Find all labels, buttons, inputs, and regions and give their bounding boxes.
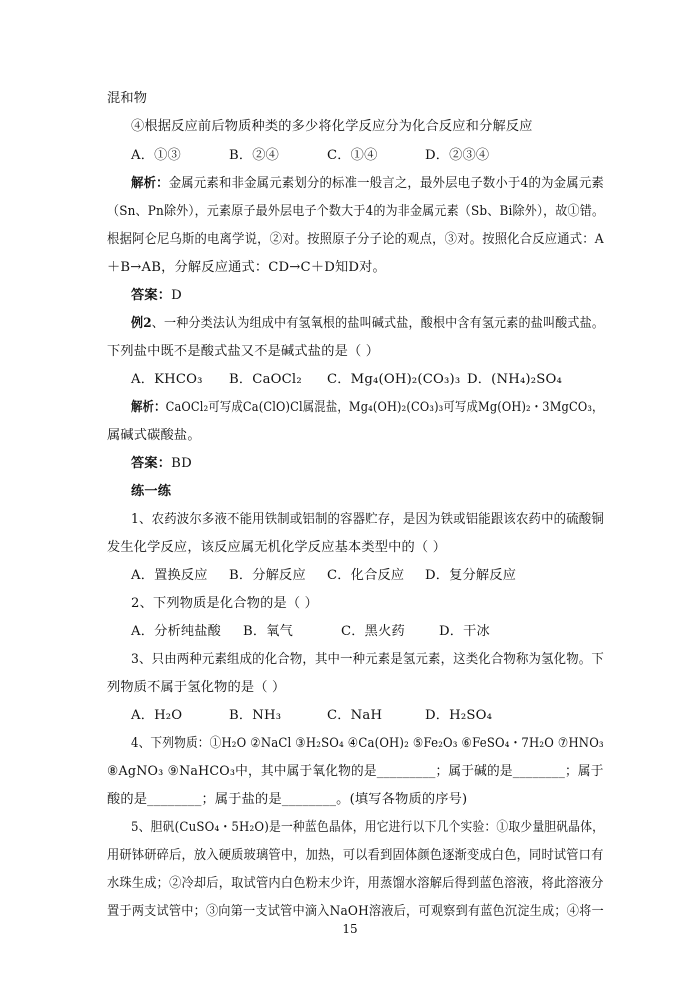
answer-options-1 <box>131 147 489 165</box>
answer-options-q1 <box>131 567 516 585</box>
question-3-line-1: 3、只由两种元素组成的化合物，其中一种元素是氢元素，这类化合物称为氢化物。下 <box>131 652 604 667</box>
text-line-continuation: 混和物 <box>107 91 148 106</box>
answer-label: 答案： <box>131 456 172 471</box>
option-c: C．Mg₄(OH)₂(CO₃)₃ <box>327 372 461 387</box>
example-2-line-1: 例2、一种分类法认为组成中有氢氧根的盐叫碱式盐，酸根中含有氢元素的盐叫酸式盐。 <box>131 316 605 331</box>
practice-heading: 练一练 <box>131 484 172 499</box>
option-a: A．①③ <box>131 148 181 163</box>
question-5-line-2: 用研钵研碎后，放入硬质玻璃管中，加热，可以看到固体颜色逐渐变成白色，同时试管口有 <box>107 848 604 863</box>
option-d: D．干冰 <box>439 624 490 639</box>
option-d: D．②③④ <box>425 148 490 163</box>
question-4-line-1: 4、下列物质：①H₂O ②NaCl ③H₂SO₄ ④Ca(OH)₂ ⑤Fe₂O₃ ⑥FeSO₄・7H₂O ⑦HNO₃ <box>131 736 604 751</box>
option-b: B．NH₃ <box>229 708 282 723</box>
answer-options-q3 <box>131 707 492 725</box>
analysis-2-line-2: 属碱式碳酸盐。 <box>107 428 201 443</box>
option-a: A．KHCO₃ <box>131 372 203 387</box>
example-label: 例2 <box>131 316 152 331</box>
option-b: B．②④ <box>229 148 280 163</box>
question-5-line-3: 水珠生成；②冷却后，取试管内白色粉末少许，用蒸馏水溶解后得到蓝色溶液，将此溶液分 <box>107 876 604 891</box>
question-4-line-3: 酸的是________；属于盐的是________。(填写各物质的序号) <box>107 792 468 807</box>
question-1-line-2: 发生化学反应，该反应属无机化学反应基本类型中的（ ） <box>107 540 447 555</box>
option-c: C．NaH <box>327 708 383 723</box>
answer-label: 答案： <box>131 288 172 303</box>
answer-options-q2 <box>131 623 490 641</box>
question-2: 2、下列物质是化合物的是（ ） <box>131 596 319 611</box>
question-4-line-2: ⑧AgNO₃ ⑨NaHCO₃中，其中属于氧化物的是_________；属于碱的是________；属于 <box>107 764 604 779</box>
option-d: D．(NH₄)₂SO₄ <box>467 372 562 387</box>
question-3-line-2: 列物质不属于氢化物的是（ ） <box>107 680 286 695</box>
analysis-label: 解析： <box>131 400 166 415</box>
option-c: C．化合反应 <box>327 568 405 583</box>
option-b: B．氧气 <box>243 624 294 639</box>
question-5-line-4: 置于两支试管中；③向第一支试管中滴入NaOH溶液后，可观察到有蓝色沉淀生成；④将一 <box>107 904 604 919</box>
option-a: A．置换反应 <box>131 568 208 583</box>
option-c: C．①④ <box>327 148 378 163</box>
analysis-line-2: （Sn、Pn除外），元素原子最外层电子个数大于4的为非金属元素（Sb、Bi除外），故①错。 <box>107 204 605 219</box>
analysis-line-3: 根据阿仑尼乌斯的电离学说，②对。按照原子分子论的观点，③对。按照化合反应通式：A <box>107 232 604 247</box>
analysis-line-4: ＋B→AB，分解反应通式：CD→C＋D知D对。 <box>107 260 386 275</box>
question-1-line-1: 1、农药波尔多液不能用铁制或铝制的容器贮存，是因为铁或铝能跟该农药中的硫酸铜 <box>131 512 604 527</box>
page-number: 15 <box>342 922 358 936</box>
option-d: D．复分解反应 <box>425 568 517 583</box>
answer-options-2 <box>131 371 562 389</box>
option-c: C．黑火药 <box>341 624 405 639</box>
analysis-label: 解析： <box>131 176 169 191</box>
option-a: A．分析纯盐酸 <box>131 624 222 639</box>
analysis-line-1: 解析：金属元素和非金属元素划分的标准一般言之，最外层电子数小于4的为金属元素 <box>131 176 604 191</box>
option-b: B．CaOCl₂ <box>229 372 302 387</box>
option-a: A．H₂O <box>131 708 183 723</box>
answer-line-2: 答案：BD <box>131 456 192 471</box>
text-line-statement-4: ④根据反应前后物质种类的多少将化学反应分为化合反应和分解反应 <box>131 119 533 134</box>
option-b: B．分解反应 <box>229 568 306 583</box>
question-5-line-1: 5、胆矾(CuSO₄・5H₂O)是一种蓝色晶体，用它进行以下几个实验：①取少量胆矾晶体， <box>131 820 605 835</box>
answer-line-1: 答案：D <box>131 288 182 303</box>
option-d: D．H₂SO₄ <box>425 708 493 723</box>
analysis-2-line-1: 解析：CaOCl₂可写成Ca(ClO)Cl属混盐，Mg₄(OH)₂(CO₃)₃可写成Mg(OH)₂・3MgCO₃， <box>131 400 604 415</box>
example-2-line-2: 下列盐中既不是酸式盐又不是碱式盐的是（ ） <box>107 344 380 359</box>
